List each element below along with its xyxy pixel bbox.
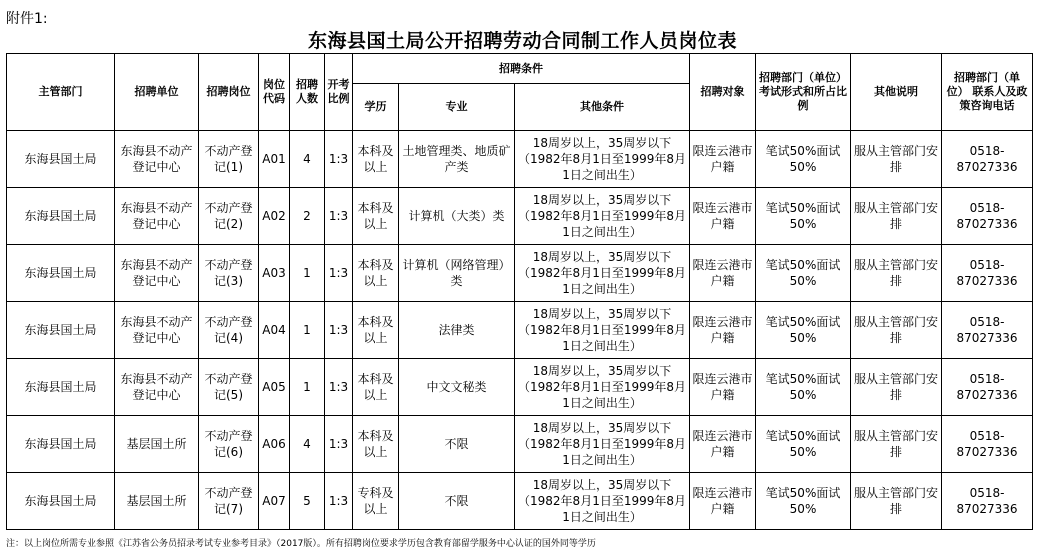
header-unit: 招聘单位 xyxy=(115,54,199,131)
cell-post: 不动产登记(6) xyxy=(199,416,259,473)
cell-ratio: 1:3 xyxy=(325,245,353,302)
attachment-label: 附件1: xyxy=(6,11,48,27)
cell-dept: 东海县国土局 xyxy=(7,416,115,473)
header-target: 招聘对象 xyxy=(690,54,756,131)
table-row xyxy=(7,473,1033,530)
cell-edu: 本科及以上 xyxy=(353,245,399,302)
positions-table xyxy=(6,53,1033,530)
cell-post: 不动产登记(1) xyxy=(199,131,259,188)
cell-exam: 笔试50%面试50% xyxy=(756,359,851,416)
cell-target: 限连云港市户籍 xyxy=(690,131,756,188)
table-row xyxy=(7,131,1033,188)
cell-target: 限连云港市户籍 xyxy=(690,473,756,530)
cell-edu: 专科及以上 xyxy=(353,473,399,530)
cell-unit: 东海县不动产登记中心 xyxy=(115,245,199,302)
cell-ratio: 1:3 xyxy=(325,188,353,245)
cell-other: 18周岁以上，35周岁以下（1982年8月1日至1999年8月1日之间出生） xyxy=(515,131,690,188)
cell-remark: 服从主管部门安排 xyxy=(851,302,942,359)
document-title: 东海县国土局公开招聘劳动合同制工作人员岗位表 xyxy=(307,30,737,52)
cell-unit: 基层国土所 xyxy=(115,473,199,530)
cell-remark: 服从主管部门安排 xyxy=(851,188,942,245)
cell-remark: 服从主管部门安排 xyxy=(851,416,942,473)
cell-count: 1 xyxy=(290,302,325,359)
cell-target: 限连云港市户籍 xyxy=(690,188,756,245)
cell-code: A01 xyxy=(259,131,290,188)
cell-dept: 东海县国土局 xyxy=(7,245,115,302)
footnote: 注：以上岗位所需专业参照《江苏省公务员招录考试专业参考目录》（2017版）。所有招聘岗位要求学历包含教育部留学服务中心认证的国外同等学历 xyxy=(6,539,596,549)
header-edu: 学历 xyxy=(353,84,399,131)
cell-major: 法律类 xyxy=(399,302,515,359)
cell-ratio: 1:3 xyxy=(325,416,353,473)
cell-other: 18周岁以上，35周岁以下（1982年8月1日至1999年8月1日之间出生） xyxy=(515,245,690,302)
header-other: 其他条件 xyxy=(515,84,690,131)
header-major: 专业 xyxy=(399,84,515,131)
header-count: 招聘人数 xyxy=(290,54,325,131)
cell-unit: 东海县不动产登记中心 xyxy=(115,359,199,416)
cell-major: 不限 xyxy=(399,473,515,530)
table-row xyxy=(7,245,1033,302)
cell-edu: 本科及以上 xyxy=(353,188,399,245)
cell-code: A03 xyxy=(259,245,290,302)
cell-count: 5 xyxy=(290,473,325,530)
cell-ratio: 1:3 xyxy=(325,473,353,530)
table-row xyxy=(7,302,1033,359)
cell-ratio: 1:3 xyxy=(325,302,353,359)
header-ratio: 开考比例 xyxy=(325,54,353,131)
cell-post: 不动产登记(5) xyxy=(199,359,259,416)
cell-other: 18周岁以上，35周岁以下（1982年8月1日至1999年8月1日之间出生） xyxy=(515,359,690,416)
cell-contact: 0518-87027336 xyxy=(942,188,1033,245)
header-exam: 招聘部门（单位）考试形式和所占比例 xyxy=(756,54,851,131)
cell-major: 中文文秘类 xyxy=(399,359,515,416)
cell-target: 限连云港市户籍 xyxy=(690,245,756,302)
header-remark: 其他说明 xyxy=(851,54,942,131)
cell-contact: 0518-87027336 xyxy=(942,302,1033,359)
header-dept: 主管部门 xyxy=(7,54,115,131)
cell-exam: 笔试50%面试50% xyxy=(756,188,851,245)
cell-major: 计算机（网络管理）类 xyxy=(399,245,515,302)
header-conditions: 招聘条件 xyxy=(353,54,690,84)
cell-count: 4 xyxy=(290,416,325,473)
cell-exam: 笔试50%面试50% xyxy=(756,473,851,530)
cell-code: A05 xyxy=(259,359,290,416)
cell-exam: 笔试50%面试50% xyxy=(756,416,851,473)
cell-post: 不动产登记(3) xyxy=(199,245,259,302)
header-row-1 xyxy=(7,54,1033,84)
cell-contact: 0518-87027336 xyxy=(942,359,1033,416)
cell-code: A04 xyxy=(259,302,290,359)
cell-target: 限连云港市户籍 xyxy=(690,302,756,359)
cell-ratio: 1:3 xyxy=(325,131,353,188)
cell-edu: 本科及以上 xyxy=(353,302,399,359)
cell-target: 限连云港市户籍 xyxy=(690,359,756,416)
cell-exam: 笔试50%面试50% xyxy=(756,245,851,302)
cell-dept: 东海县国土局 xyxy=(7,302,115,359)
cell-dept: 东海县国土局 xyxy=(7,473,115,530)
cell-ratio: 1:3 xyxy=(325,359,353,416)
header-contact: 招聘部门（单位） 联系人及政策咨询电话 xyxy=(942,54,1033,131)
cell-other: 18周岁以上，35周岁以下（1982年8月1日至1999年8月1日之间出生） xyxy=(515,188,690,245)
cell-remark: 服从主管部门安排 xyxy=(851,245,942,302)
cell-edu: 本科及以上 xyxy=(353,131,399,188)
cell-major: 计算机（大类）类 xyxy=(399,188,515,245)
header-post: 招聘岗位 xyxy=(199,54,259,131)
cell-contact: 0518-87027336 xyxy=(942,416,1033,473)
cell-remark: 服从主管部门安排 xyxy=(851,473,942,530)
cell-unit: 东海县不动产登记中心 xyxy=(115,131,199,188)
cell-other: 18周岁以上，35周岁以下（1982年8月1日至1999年8月1日之间出生） xyxy=(515,416,690,473)
cell-edu: 本科及以上 xyxy=(353,359,399,416)
table-row xyxy=(7,359,1033,416)
cell-contact: 0518-87027336 xyxy=(942,245,1033,302)
cell-unit: 东海县不动产登记中心 xyxy=(115,188,199,245)
cell-post: 不动产登记(7) xyxy=(199,473,259,530)
cell-edu: 本科及以上 xyxy=(353,416,399,473)
cell-dept: 东海县国土局 xyxy=(7,188,115,245)
cell-exam: 笔试50%面试50% xyxy=(756,131,851,188)
cell-contact: 0518-87027336 xyxy=(942,131,1033,188)
table-row xyxy=(7,416,1033,473)
cell-dept: 东海县国土局 xyxy=(7,359,115,416)
cell-major: 土地管理类、地质矿产类 xyxy=(399,131,515,188)
cell-dept: 东海县国土局 xyxy=(7,131,115,188)
cell-other: 18周岁以上，35周岁以下（1982年8月1日至1999年8月1日之间出生） xyxy=(515,302,690,359)
cell-unit: 基层国土所 xyxy=(115,416,199,473)
cell-count: 2 xyxy=(290,188,325,245)
cell-remark: 服从主管部门安排 xyxy=(851,131,942,188)
cell-code: A06 xyxy=(259,416,290,473)
cell-count: 1 xyxy=(290,245,325,302)
cell-post: 不动产登记(4) xyxy=(199,302,259,359)
header-code: 岗位代码 xyxy=(259,54,290,131)
cell-target: 限连云港市户籍 xyxy=(690,416,756,473)
cell-other: 18周岁以上，35周岁以下（1982年8月1日至1999年8月1日之间出生） xyxy=(515,473,690,530)
table-row xyxy=(7,188,1033,245)
cell-code: A07 xyxy=(259,473,290,530)
cell-remark: 服从主管部门安排 xyxy=(851,359,942,416)
cell-code: A02 xyxy=(259,188,290,245)
cell-exam: 笔试50%面试50% xyxy=(756,302,851,359)
cell-major: 不限 xyxy=(399,416,515,473)
cell-post: 不动产登记(2) xyxy=(199,188,259,245)
cell-count: 4 xyxy=(290,131,325,188)
cell-contact: 0518-87027336 xyxy=(942,473,1033,530)
cell-unit: 东海县不动产登记中心 xyxy=(115,302,199,359)
cell-count: 1 xyxy=(290,359,325,416)
